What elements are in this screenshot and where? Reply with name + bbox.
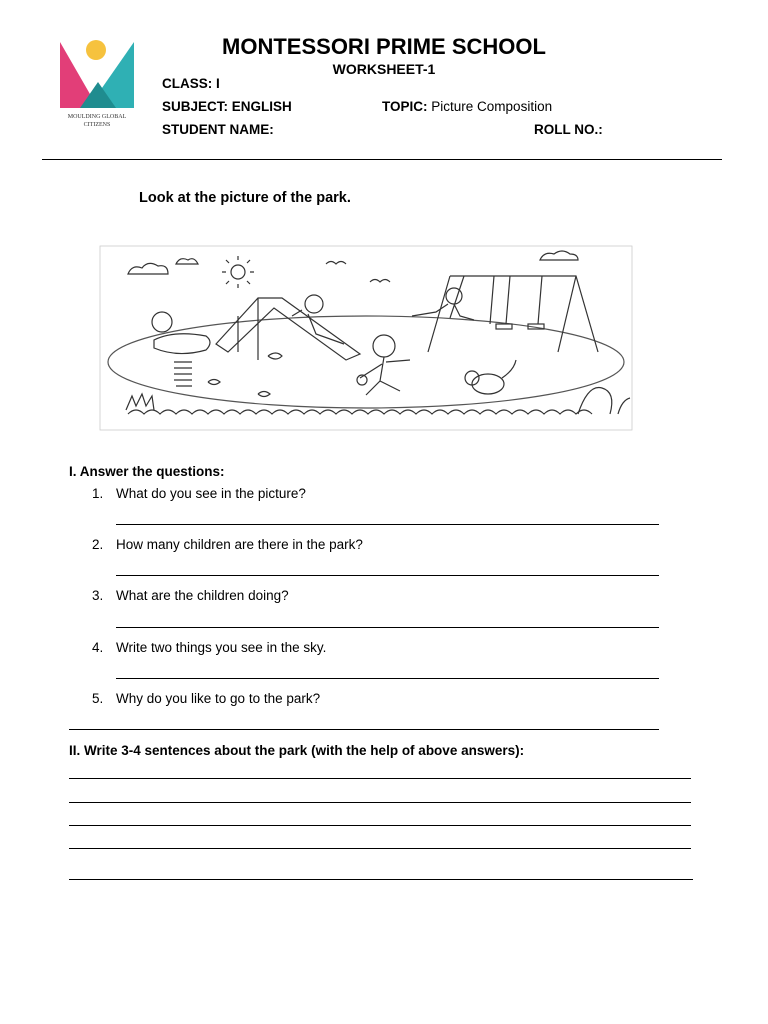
writing-line-2[interactable] xyxy=(69,802,691,803)
cloud-small xyxy=(176,259,198,264)
school-name: MONTESSORI PRIME SCHOOL xyxy=(222,34,546,59)
class-label: CLASS: I xyxy=(162,76,220,91)
answer-line-2[interactable] xyxy=(116,575,659,576)
roll-no-label: ROLL NO.: xyxy=(534,122,603,137)
answer-line-4[interactable] xyxy=(116,678,659,679)
child-on-swing xyxy=(412,288,474,320)
cloud-right xyxy=(540,251,578,260)
answer-line-3[interactable] xyxy=(116,627,659,628)
cat-drawing xyxy=(465,360,516,394)
topic-value: Picture Composition xyxy=(431,99,553,114)
header-divider xyxy=(42,159,722,160)
question-3 xyxy=(0,588,768,608)
question-text: What are the children doing? xyxy=(116,588,289,603)
question-text: Write two things you see in the sky. xyxy=(116,640,327,655)
question-number: 3. xyxy=(92,588,104,603)
question-number: 4. xyxy=(92,640,104,655)
sun-drawing xyxy=(222,256,254,288)
bird-1 xyxy=(326,262,346,265)
section2-title: II. Write 3-4 sentences about the park (with the help of above answers): xyxy=(69,743,525,758)
bird-2 xyxy=(370,280,390,283)
instruction-text: Look at the picture of the park. xyxy=(139,190,351,206)
writing-line-4[interactable] xyxy=(69,848,691,849)
topic-label: TOPIC: xyxy=(382,99,428,114)
writing-line-3[interactable] xyxy=(69,825,691,826)
plant-left xyxy=(126,394,154,410)
question-4 xyxy=(0,640,768,660)
worksheet-number: WORKSHEET-1 xyxy=(332,61,436,77)
section1-title: I. Answer the questions: xyxy=(69,464,225,479)
writing-line-1[interactable] xyxy=(69,778,691,779)
bushes-border xyxy=(128,410,592,414)
topic-field xyxy=(382,99,552,114)
question-text: How many children are there in the park? xyxy=(116,537,363,552)
question-1 xyxy=(0,486,768,506)
writing-line-5[interactable] xyxy=(69,879,693,880)
question-2 xyxy=(0,537,768,557)
cloud-left xyxy=(128,263,168,274)
logo-caption-line2: CITIZENS xyxy=(83,122,111,128)
child-on-spring-rider xyxy=(152,312,210,386)
answer-line-5[interactable] xyxy=(69,729,659,730)
subject-label: SUBJECT: ENGLISH xyxy=(162,99,292,114)
swing-set xyxy=(428,276,598,352)
question-number: 5. xyxy=(92,691,104,706)
running-child xyxy=(357,335,410,395)
question-number: 2. xyxy=(92,537,104,552)
slide xyxy=(216,298,360,360)
question-number: 1. xyxy=(92,486,104,501)
answer-line-1[interactable] xyxy=(116,524,659,525)
question-text: Why do you like to go to the park? xyxy=(116,691,321,706)
logo-caption-line1: MOULDING GLOBAL xyxy=(67,114,127,120)
leaves-scattered xyxy=(208,353,282,397)
question-text: What do you see in the picture? xyxy=(116,486,306,501)
park-picture xyxy=(98,244,634,432)
question-5 xyxy=(0,691,768,711)
student-name-label: STUDENT NAME: xyxy=(162,122,274,137)
